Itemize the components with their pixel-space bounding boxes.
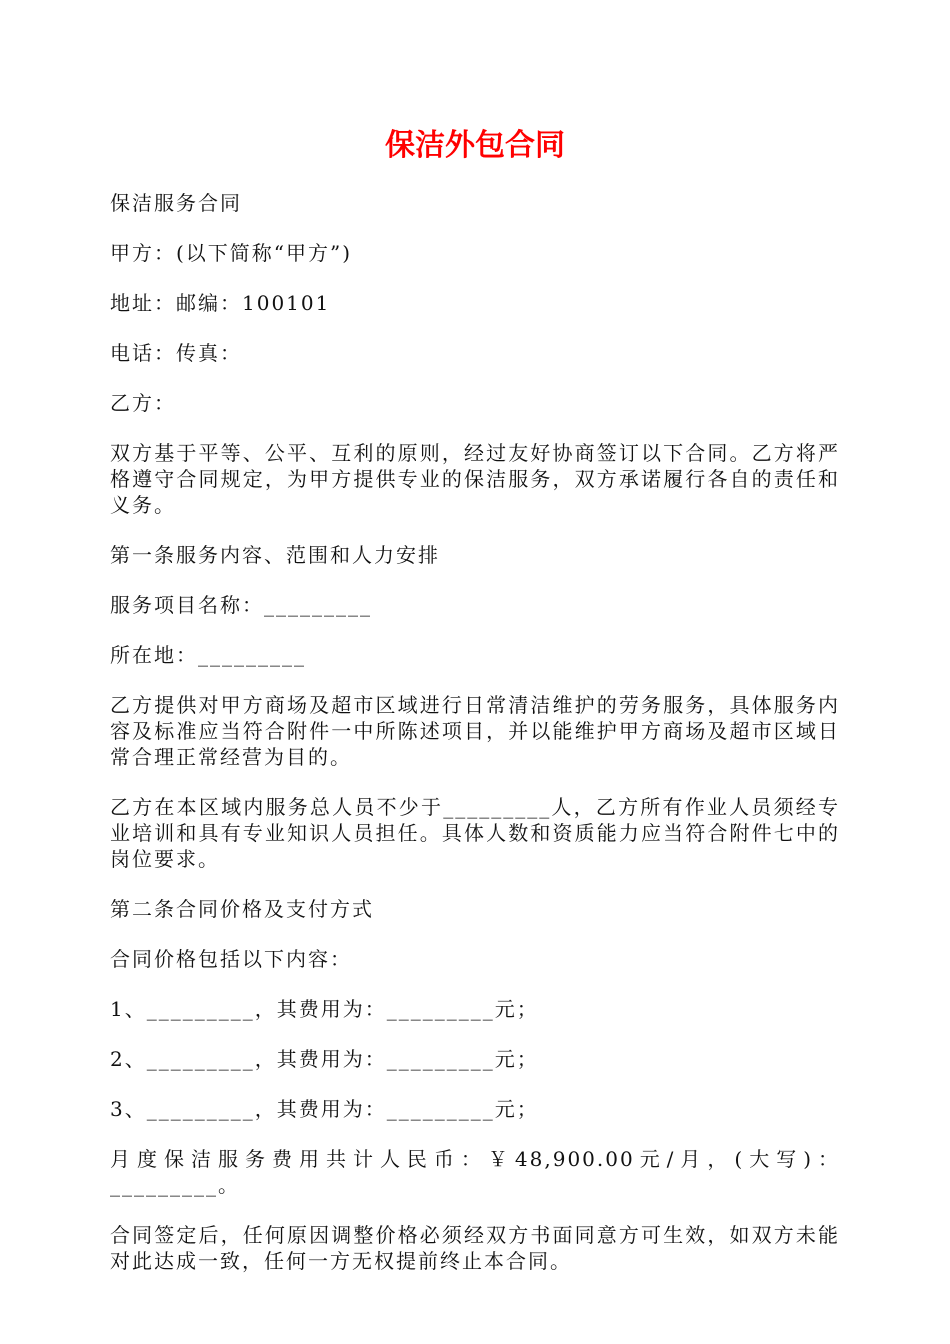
paragraph-service-name: 服务项目名称：_________ xyxy=(110,593,372,617)
paragraph-address: 地址：邮编：100101 xyxy=(110,291,331,315)
paragraph-preamble: 双方基于平等、公平、互利的原则，经过友好协商签订以下合同。乙方将严格遵守合同规定，为甲方提供专业的保洁服务，双方承诺履行各自的责任和义务。 xyxy=(110,441,840,517)
paragraph-price-intro: 合同价格包括以下内容： xyxy=(110,947,352,971)
document-title: 保洁外包合同 xyxy=(385,128,565,163)
section-heading-article-2: 第二条合同价格及支付方式 xyxy=(110,897,374,921)
paragraph-party-b: 乙方： xyxy=(110,391,176,415)
paragraph-monthly-total: 月度保洁服务费用共计人民币：￥48,900.00元/月，(大写)：_________。 xyxy=(110,1147,840,1197)
paragraph-phone-fax: 电话：传真： xyxy=(110,341,242,365)
paragraph-contract-name: 保洁服务合同 xyxy=(110,191,242,215)
document-body xyxy=(110,190,840,1298)
paragraph-staffing: 乙方在本区域内服务总人员不少于_________人，乙方所有作业人员须经专业培训和具有专业知识人员担任。具体人数和资质能力应当符合附件七中的岗位要求。 xyxy=(110,795,840,871)
section-heading-article-1: 第一条服务内容、范围和人力安排 xyxy=(110,543,440,567)
paragraph-location: 所在地：_________ xyxy=(110,643,306,667)
list-item-fee-3: 3、_________，其费用为：_________元； xyxy=(110,1097,539,1121)
paragraph-price-adjustment: 合同签定后，任何原因调整价格必须经双方书面同意方可生效，如双方未能对此达成一致，任何一方无权提前终止本合同。 xyxy=(110,1223,840,1273)
list-item-fee-2: 2、_________，其费用为：_________元； xyxy=(110,1047,539,1071)
list-item-fee-1: 1、_________，其费用为：_________元； xyxy=(110,997,539,1021)
paragraph-party-a: 甲方：(以下简称“甲方”) xyxy=(110,241,353,265)
paragraph-service-scope: 乙方提供对甲方商场及超市区域进行日常清洁维护的劳务服务，具体服务内容及标准应当符合附件一中所陈述项目，并以能维护甲方商场及超市区域日常合理正常经营为目的。 xyxy=(110,693,840,769)
